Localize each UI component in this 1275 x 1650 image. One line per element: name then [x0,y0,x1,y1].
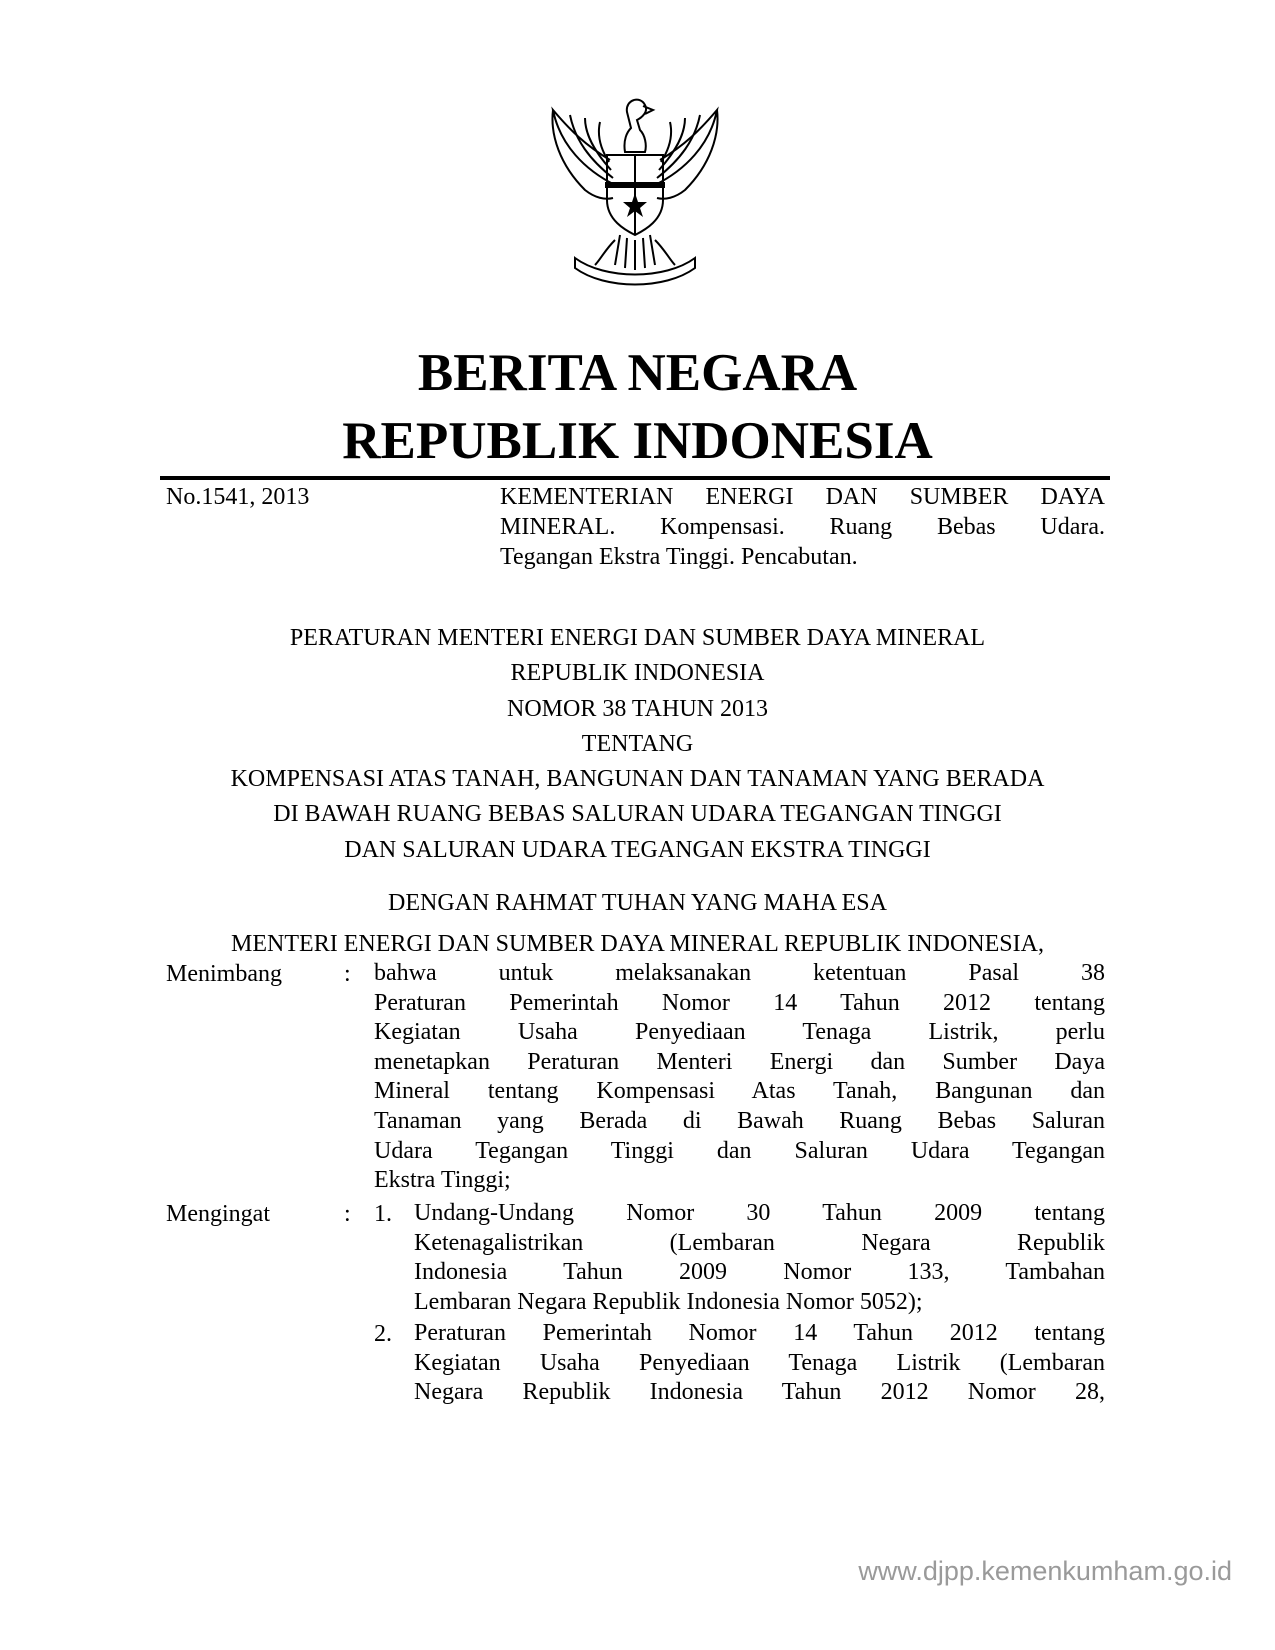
menimbang-text [374,959,1105,1196]
regulation-heading-line: NOMOR 38 TAHUN 2013 [507,695,768,722]
regulation-heading-line: DAN SALURAN UDARA TEGANGAN EKSTRA TINGGI [344,836,931,863]
mengingat-line: Kegiatan Usaha Penyediaan Tenaga Listrik (Lembaran [414,1349,1105,1376]
masthead-title: BERITA NEGARA [417,344,858,402]
mengingat-item-2 [414,1319,1105,1408]
mengingat-colon: : [344,1201,351,1227]
masthead-subtitle: REPUBLIK INDONESIA [342,412,933,470]
masthead-divider [160,476,1110,480]
mengingat-label: Mengingat [166,1201,270,1227]
regulation-heading-line: KOMPENSASI ATAS TANAH, BANGUNAN DAN TANAMAN YANG BERADA [230,766,1045,793]
mengingat-item-1 [414,1199,1105,1317]
mengingat-line: Peraturan Pemerintah Nomor 14 Tahun 2012 tentang [414,1320,1105,1346]
mengingat-line: Ketenagalistrikan (Lembaran Negara Republik [414,1229,1105,1256]
list-item-number: 2. [374,1321,392,1347]
list-item-number: 1. [374,1201,392,1227]
rahmat-line: DENGAN RAHMAT TUHAN YANG MAHA ESA [388,890,887,916]
regulation-heading [0,621,1275,868]
mengingat-line: Lembaran Negara Republik Indonesia Nomor 5052); [414,1288,923,1315]
regulation-heading-line: REPUBLIK INDONESIA [510,660,765,687]
menimbang-line: menetapkan Peraturan Menteri Energi dan Sumber Daya [374,1048,1105,1075]
menimbang-line: Tanaman yang Berada di Bawah Ruang Bebas Saluran [374,1107,1105,1134]
regulation-heading-line: DI BAWAH RUANG BEBAS SALURAN UDARA TEGANGAN TINGGI [273,801,1002,828]
menimbang-line: Udara Tegangan Tinggi dan Saluran Udara Tegangan [374,1137,1105,1164]
subject-line: KEMENTERIAN ENERGI DAN SUMBER DAYA [500,484,1105,510]
menimbang-label: Menimbang [166,961,282,987]
gazette-subject [500,482,1105,572]
garuda-pancasila-emblem-icon [545,90,725,290]
mengingat-line: Indonesia Tahun 2009 Nomor 133, Tambahan [414,1259,1105,1286]
regulation-heading-line: TENTANG [581,730,694,757]
menimbang-line: Ekstra Tinggi; [374,1167,511,1194]
regulation-heading-line: PERATURAN MENTERI ENERGI DAN SUMBER DAYA MINERAL [289,625,986,651]
watermark-url: www.djpp.kemenkumham.go.id [858,1556,1232,1586]
mengingat-line: Negara Republik Indonesia Tahun 2012 Nomor 28, [414,1379,1105,1406]
menimbang-line: Peraturan Pemerintah Nomor 14 Tahun 2012 tentang [374,989,1105,1016]
menteri-line: MENTERI ENERGI DAN SUMBER DAYA MINERAL REPUBLIK INDONESIA, [231,931,1044,957]
menimbang-line: Mineral tentang Kompensasi Atas Tanah, Bangunan dan [374,1078,1105,1105]
menimbang-line: bahwa untuk melaksanakan ketentuan Pasal 38 [374,960,1105,986]
menimbang-colon: : [344,961,351,987]
subject-line: Tegangan Ekstra Tinggi. Pencabutan. [500,544,858,570]
subject-line: MINERAL. Kompensasi. Ruang Bebas Udara. [500,514,1105,540]
menimbang-line: Kegiatan Usaha Penyediaan Tenaga Listrik, perlu [374,1019,1105,1046]
mengingat-line: Undang-Undang Nomor 30 Tahun 2009 tentang [414,1200,1105,1226]
gazette-number: No.1541, 2013 [166,484,310,510]
